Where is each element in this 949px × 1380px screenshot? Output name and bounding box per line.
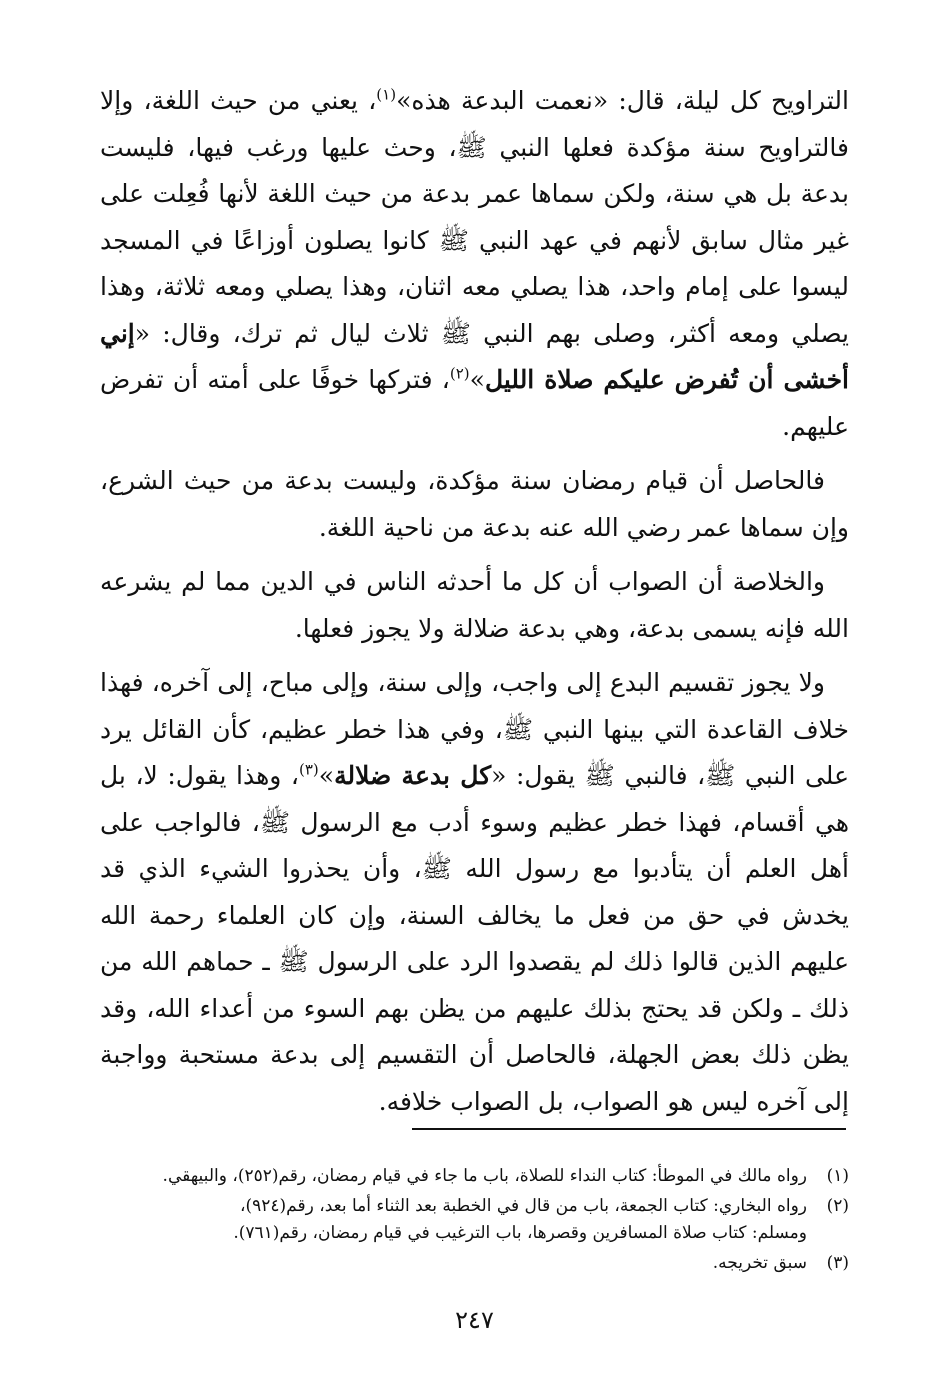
text-run: ، يعني من حيث اللغة، وإلا فالتراويح سنة مؤكدة فعلها النبي ﷺ، وحث عليها ورغب فيها، فليست بدعة بل هي سنة، ولكن سماها عمر بدعة من حيث اللغة لأنها فُعِلت على غير مثال سابق لأنهم في عهد النبي ﷺ كانوا يصلون أوزاعًا في المسجد ليسوا على إمام واحد، هذا يصلي معه اثنان، وهذا يصلي ومعه ثلاثة، وهذا يصلي ومعه أكثر، وصلى بهم النبي ﷺ ثلاث ليال ثم ترك، وقال: « (100, 86, 849, 348)
hadith-quote: كل بدعة ضلالة (334, 761, 492, 790)
footnote-1 (100, 1163, 849, 1190)
footnote-2 (100, 1193, 849, 1247)
paragraph-1 (100, 78, 849, 450)
footnote-separator (412, 1128, 846, 1130)
footnote-marker: (٣) (298, 760, 319, 779)
footnote-text: سبق تخريجه. (712, 1253, 807, 1273)
footnote-text: رواه البخاري: كتاب الجمعة، باب من قال في الخطبة بعد الثناء أما بعد، رقم(٩٢٤)، (240, 1196, 807, 1216)
paragraph-4 (100, 660, 849, 1125)
text-run: والخلاصة أن الصواب أن كل ما أحدثه الناس في الدين مما لم يشرعه الله فإنه يسمى بدعة، وهي بدعة ضلالة ولا يجوز فعلها. (100, 567, 849, 643)
page-number: ٢٤٧ (455, 1306, 494, 1334)
text-run: فالحاصل أن قيام رمضان سنة مؤكدة، وليست بدعة من حيث الشرع، وإن سماها عمر رضي الله عنه بدعة من ناحية اللغة. (100, 466, 849, 542)
footnote-number: (١) (826, 1166, 849, 1186)
text-run: ، فتركها خوفًا على أمته أن تفرض عليهم. (100, 365, 849, 441)
main-text (100, 78, 849, 1125)
text-run: التراويح كل ليلة، قال: «نعمت البدعة هذه» (396, 86, 849, 115)
footnote-number: (٣) (826, 1253, 849, 1273)
text-run: ، وهذا يقول: لا، بل هي أقسام، فهذا خطر عظيم وسوء أدب مع الرسول ﷺ، فالواجب على أهل العلم أن يتأدبوا مع رسول الله ﷺ، وأن يحذروا الشيء الذي قد يخدش في حق من فعل ما يخالف السنة، وإن كان العلماء رحمة الله عليهم الذين قالوا ذلك لم يقصدوا الرد على الرسول ﷺ ـ حماهم الله من ذلك ـ ولكن قد يحتج بذلك عليهم من يظن بهم السوء من أعداء الله، وقد يظن ذلك بعض الجهلة، فالحاصل أن التقسيم إلى بدعة مستحبة وواجبة إلى آخره ليس هو الصواب، بل الصواب خلافه. (100, 761, 849, 1116)
footnote-marker: (١) (376, 85, 397, 104)
hadith-quote: إني أخشى أن تُفرض عليكم صلاة الليل (100, 318, 849, 394)
footnote-3 (100, 1250, 849, 1277)
paragraph-2 (100, 458, 849, 551)
footnote-marker: (٢) (449, 364, 470, 383)
paragraph-3 (100, 559, 849, 652)
text-run: » (318, 761, 335, 790)
footnote-number: (٢) (826, 1196, 849, 1216)
footnotes (100, 1163, 849, 1280)
footnote-continuation: ومسلم: كتاب صلاة المسافرين وقصرها، باب الترغيب في قيام رمضان، رقم(٧٦١). (233, 1223, 807, 1243)
text-run: ولا يجوز تقسيم البدع إلى واجب، وإلى سنة، وإلى مباح، إلى آخره، فهذا خلاف القاعدة التي بينها النبي ﷺ، وفي هذا خطر عظيم، كأن القائل يرد على النبي ﷺ، فالنبي ﷺ يقول: « (100, 668, 849, 790)
footnote-text: رواه مالك في الموطأ: كتاب النداء للصلاة، باب ما جاء في قيام رمضان، رقم(٢٥٢)، والبيهقي. (162, 1166, 807, 1186)
text-run: » (469, 365, 485, 394)
